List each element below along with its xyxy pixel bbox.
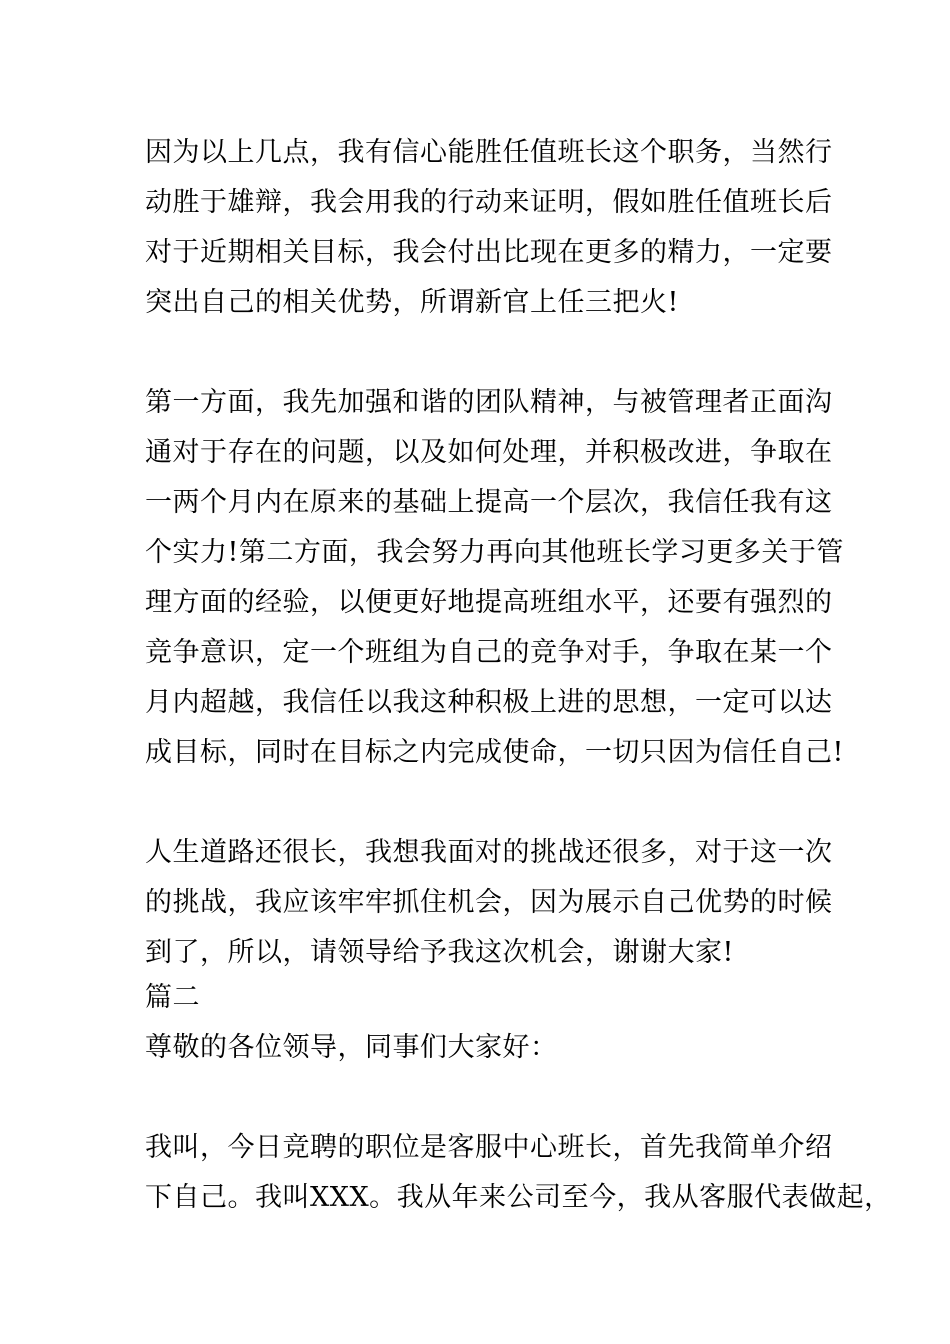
paragraph-1-line-4: 突出自己的相关优势，所谓新官上任三把火! xyxy=(145,287,679,318)
paragraph-3-line-3: 到了，所以，请领导给予我这次机会，谢谢大家! xyxy=(145,937,734,968)
paragraph-4-line-2: 下自己。我叫XXX。我从年来公司至今，我从客服代表做起， xyxy=(145,1182,892,1213)
paragraph-1-line-1: 因为以上几点，我有信心能胜任值班长这个职务，当然行 xyxy=(145,137,833,168)
paragraph-2-line-5: 理方面的经验，以便更好地提高班组水平，还要有强烈的 xyxy=(145,587,833,618)
salutation: 尊敬的各位领导，同事们大家好： xyxy=(145,1032,558,1063)
paragraph-1-line-3: 对于近期相关目标，我会付出比现在更多的精力，一定要 xyxy=(145,237,833,268)
paragraph-1-line-2: 动胜于雄辩，我会用我的行动来证明，假如胜任值班长后 xyxy=(145,187,833,218)
paragraph-2-line-6: 竞争意识，定一个班组为自己的竞争对手，争取在某一个 xyxy=(145,637,833,668)
paragraph-2-line-3: 一两个月内在原来的基础上提高一个层次，我信任我有这 xyxy=(145,487,833,518)
paragraph-3-line-1: 人生道路还很长，我想我面对的挑战还很多，对于这一次 xyxy=(145,837,833,868)
paragraph-2-line-8: 成目标，同时在目标之内完成使命，一切只因为信任自己! xyxy=(145,737,844,768)
paragraph-3-line-2: 的挑战，我应该牢牢抓住机会，因为展示自己优势的时候 xyxy=(145,887,833,918)
section-heading: 篇二 xyxy=(145,982,200,1013)
paragraph-2-line-2: 通对于存在的问题，以及如何处理，并积极改进，争取在 xyxy=(145,437,833,468)
paragraph-2-line-7: 月内超越，我信任以我这种积极上进的思想，一定可以达 xyxy=(145,687,833,718)
paragraph-4-line-1: 我叫，今日竞聘的职位是客服中心班长，首先我简单介绍 xyxy=(145,1132,833,1163)
paragraph-2-line-1: 第一方面，我先加强和谐的团队精神，与被管理者正面沟 xyxy=(145,387,833,418)
paragraph-2-line-4: 个实力!第二方面，我会努力再向其他班长学习更多关于管 xyxy=(145,537,844,568)
